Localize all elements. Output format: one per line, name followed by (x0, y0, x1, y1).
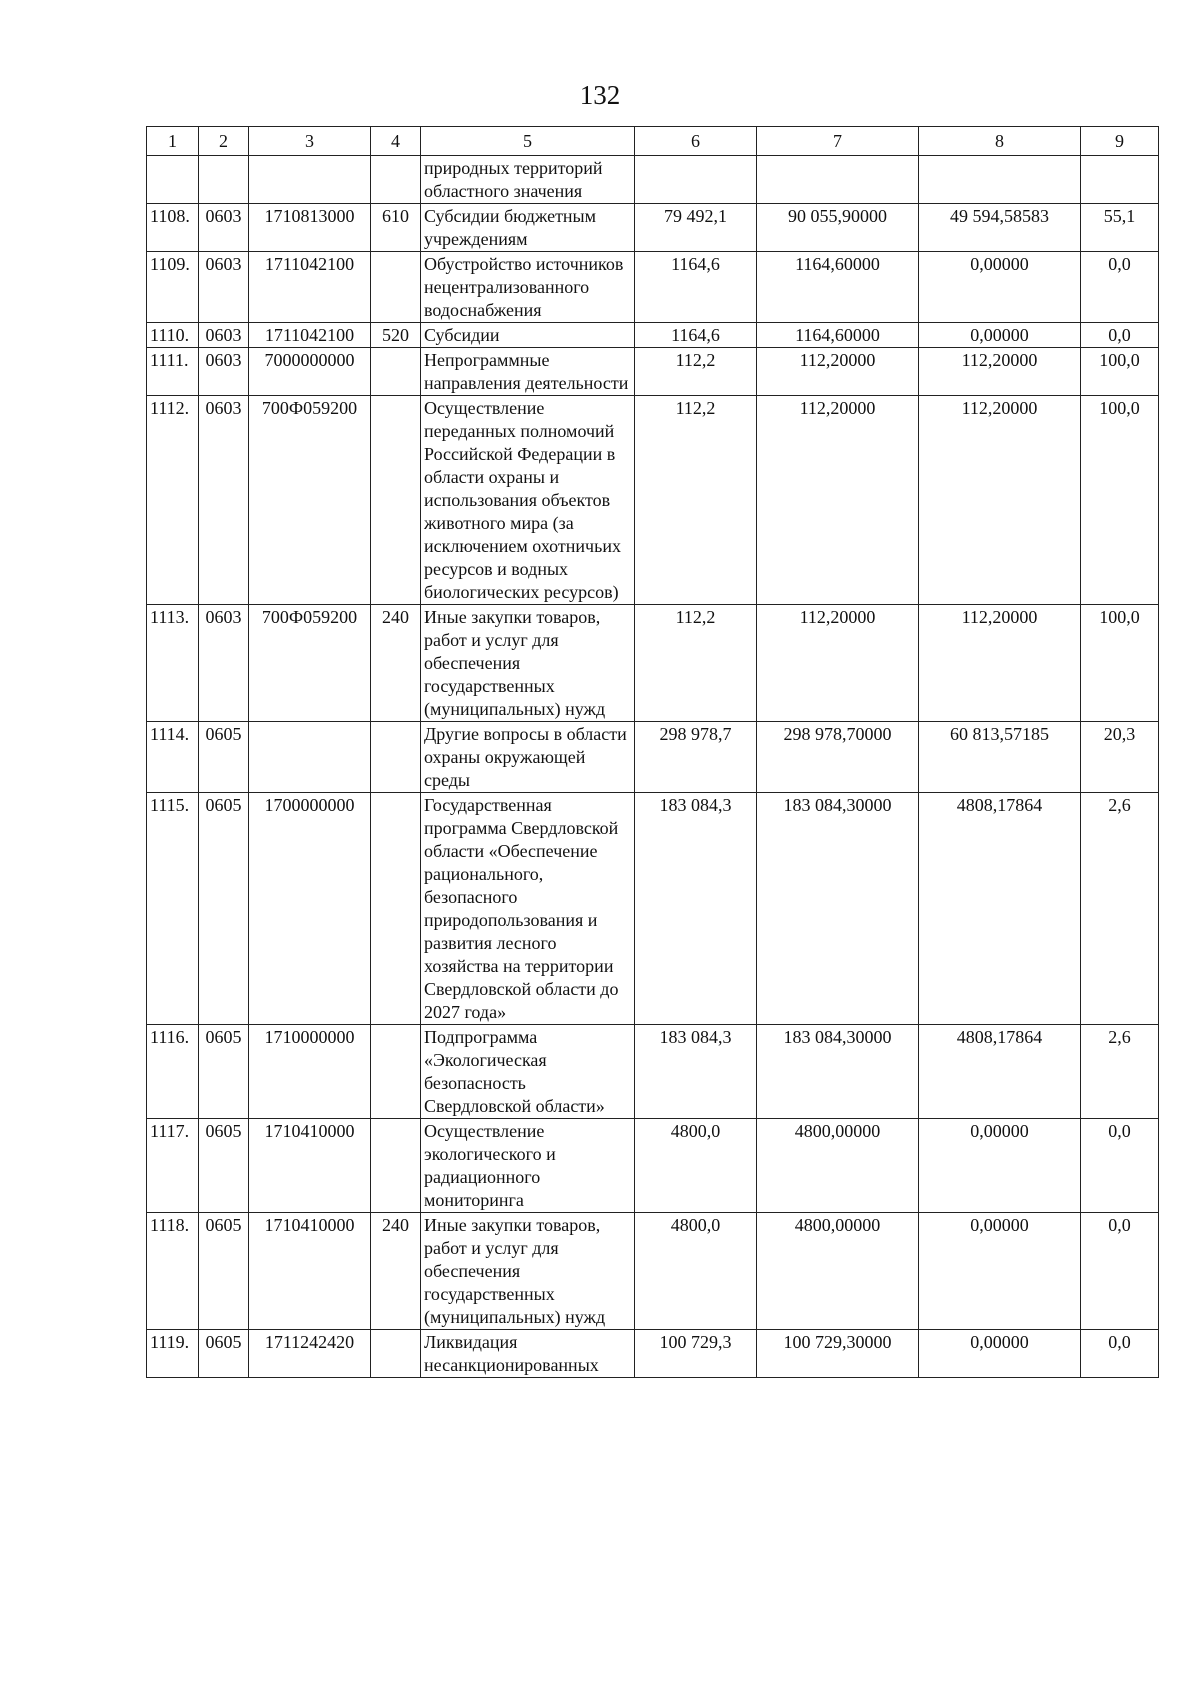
value-col7: 1164,60000 (757, 323, 919, 348)
section-code: 0605 (199, 793, 249, 1025)
target-code: 1700000000 (249, 793, 371, 1025)
value-col6: 4800,0 (635, 1213, 757, 1330)
target-code: 700Ф059200 (249, 605, 371, 722)
percent: 0,0 (1081, 1330, 1159, 1378)
row-number: 1118. (147, 1213, 199, 1330)
row-number: 1117. (147, 1119, 199, 1213)
value-col7: 1164,60000 (757, 252, 919, 323)
value-col6: 298 978,7 (635, 722, 757, 793)
header-cell: 5 (421, 127, 635, 156)
value-col7: 112,20000 (757, 605, 919, 722)
expense-type (371, 1025, 421, 1119)
value-col8: 112,20000 (919, 348, 1081, 396)
item-name: Осуществление экологического и радиационного мониторинга (421, 1119, 635, 1213)
value-col8: 0,00000 (919, 1119, 1081, 1213)
percent: 0,0 (1081, 1119, 1159, 1213)
expense-type: 610 (371, 204, 421, 252)
item-name: Непрограммные направления деятельности (421, 348, 635, 396)
value-col6: 112,2 (635, 348, 757, 396)
value-col7 (757, 156, 919, 204)
expense-type (371, 1119, 421, 1213)
value-col7: 298 978,70000 (757, 722, 919, 793)
value-col6: 183 084,3 (635, 1025, 757, 1119)
value-col7: 183 084,30000 (757, 793, 919, 1025)
section-code: 0603 (199, 204, 249, 252)
percent: 55,1 (1081, 204, 1159, 252)
value-col6: 1164,6 (635, 323, 757, 348)
value-col6: 1164,6 (635, 252, 757, 323)
percent: 0,0 (1081, 323, 1159, 348)
expense-type: 240 (371, 1213, 421, 1330)
item-name: Иные закупки товаров, работ и услуг для обеспечения государственных (муниципальных) нужд (421, 1213, 635, 1330)
row-number: 1116. (147, 1025, 199, 1119)
target-code: 700Ф059200 (249, 396, 371, 605)
table-row (147, 722, 1159, 793)
row-number (147, 156, 199, 204)
section-code: 0605 (199, 722, 249, 793)
section-code: 0603 (199, 396, 249, 605)
header-cell: 8 (919, 127, 1081, 156)
value-col8: 112,20000 (919, 396, 1081, 605)
section-code: 0605 (199, 1025, 249, 1119)
value-col7: 90 055,90000 (757, 204, 919, 252)
table-row (147, 348, 1159, 396)
row-number: 1108. (147, 204, 199, 252)
section-code: 0603 (199, 323, 249, 348)
table-row (147, 156, 1159, 204)
target-code: 1710000000 (249, 1025, 371, 1119)
value-col6 (635, 156, 757, 204)
table-row (147, 1025, 1159, 1119)
value-col8: 4808,17864 (919, 793, 1081, 1025)
value-col8: 112,20000 (919, 605, 1081, 722)
value-col7: 183 084,30000 (757, 1025, 919, 1119)
value-col8: 0,00000 (919, 252, 1081, 323)
table-row (147, 396, 1159, 605)
target-code: 1711042100 (249, 323, 371, 348)
item-name: природных территорий областного значения (421, 156, 635, 204)
section-code: 0603 (199, 252, 249, 323)
percent: 100,0 (1081, 348, 1159, 396)
target-code: 1711042100 (249, 252, 371, 323)
expense-type (371, 722, 421, 793)
row-number: 1113. (147, 605, 199, 722)
row-number: 1115. (147, 793, 199, 1025)
value-col7: 112,20000 (757, 396, 919, 605)
target-code: 1710410000 (249, 1213, 371, 1330)
item-name: Обустройство источников нецентрализованного водоснабжения (421, 252, 635, 323)
section-code: 0605 (199, 1119, 249, 1213)
table-row (147, 1330, 1159, 1378)
item-name: Субсидии (421, 323, 635, 348)
percent: 100,0 (1081, 396, 1159, 605)
value-col7: 4800,00000 (757, 1213, 919, 1330)
page-number: 132 (579, 80, 621, 110)
target-code: 1710410000 (249, 1119, 371, 1213)
section-code: 0605 (199, 1213, 249, 1330)
section-code (199, 156, 249, 204)
value-col6: 112,2 (635, 605, 757, 722)
value-col6: 4800,0 (635, 1119, 757, 1213)
header-cell: 4 (371, 127, 421, 156)
expense-type (371, 348, 421, 396)
row-number: 1110. (147, 323, 199, 348)
row-number: 1109. (147, 252, 199, 323)
expense-type (371, 156, 421, 204)
target-code (249, 722, 371, 793)
header-cell: 1 (147, 127, 199, 156)
value-col8: 0,00000 (919, 1330, 1081, 1378)
section-code: 0603 (199, 348, 249, 396)
value-col8: 49 594,58583 (919, 204, 1081, 252)
expense-type: 520 (371, 323, 421, 348)
table-row (147, 1213, 1159, 1330)
percent: 20,3 (1081, 722, 1159, 793)
row-number: 1119. (147, 1330, 199, 1378)
item-name: Осуществление переданных полномочий Российской Федерации в области охраны и использования объектов животного мира (за исключением охотничьих ресурсов и водных биологических ресурсов) (421, 396, 635, 605)
table-row (147, 1119, 1159, 1213)
value-col6: 100 729,3 (635, 1330, 757, 1378)
item-name: Иные закупки товаров, работ и услуг для обеспечения государственных (муниципальных) нужд (421, 605, 635, 722)
item-name: Подпрограмма «Экологическая безопасность Свердловской области» (421, 1025, 635, 1119)
row-number: 1111. (147, 348, 199, 396)
table-row (147, 252, 1159, 323)
target-code (249, 156, 371, 204)
percent (1081, 156, 1159, 204)
value-col6: 183 084,3 (635, 793, 757, 1025)
header-cell: 7 (757, 127, 919, 156)
section-code: 0603 (199, 605, 249, 722)
expense-type (371, 1330, 421, 1378)
table-row (147, 793, 1159, 1025)
value-col8: 60 813,57185 (919, 722, 1081, 793)
item-name: Другие вопросы в области охраны окружающей среды (421, 722, 635, 793)
header-cell: 6 (635, 127, 757, 156)
item-name: Субсидии бюджетным учреждениям (421, 204, 635, 252)
value-col6: 79 492,1 (635, 204, 757, 252)
expense-type: 240 (371, 605, 421, 722)
section-code: 0605 (199, 1330, 249, 1378)
expense-type (371, 793, 421, 1025)
expense-type (371, 396, 421, 605)
value-col7: 100 729,30000 (757, 1330, 919, 1378)
table-row (147, 204, 1159, 252)
header-row (147, 127, 1159, 156)
header-cell: 2 (199, 127, 249, 156)
target-code: 1711242420 (249, 1330, 371, 1378)
value-col7: 112,20000 (757, 348, 919, 396)
value-col8: 4808,17864 (919, 1025, 1081, 1119)
percent: 2,6 (1081, 1025, 1159, 1119)
value-col8 (919, 156, 1081, 204)
target-code: 1710813000 (249, 204, 371, 252)
value-col8: 0,00000 (919, 323, 1081, 348)
header-cell: 9 (1081, 127, 1159, 156)
percent: 0,0 (1081, 1213, 1159, 1330)
percent: 0,0 (1081, 252, 1159, 323)
row-number: 1112. (147, 396, 199, 605)
row-number: 1114. (147, 722, 199, 793)
expense-type (371, 252, 421, 323)
item-name: Ликвидация несанкционированных (421, 1330, 635, 1378)
value-col8: 0,00000 (919, 1213, 1081, 1330)
item-name: Государственная программа Свердловской области «Обеспечение рационального, безопасного природопользования и развития лесного хозяйства на территории Свердловской области до 2027 года» (421, 793, 635, 1025)
table-row (147, 323, 1159, 348)
header-cell: 3 (249, 127, 371, 156)
target-code: 7000000000 (249, 348, 371, 396)
value-col6: 112,2 (635, 396, 757, 605)
percent: 2,6 (1081, 793, 1159, 1025)
table-row (147, 605, 1159, 722)
value-col7: 4800,00000 (757, 1119, 919, 1213)
percent: 100,0 (1081, 605, 1159, 722)
budget-table (146, 126, 1159, 1378)
